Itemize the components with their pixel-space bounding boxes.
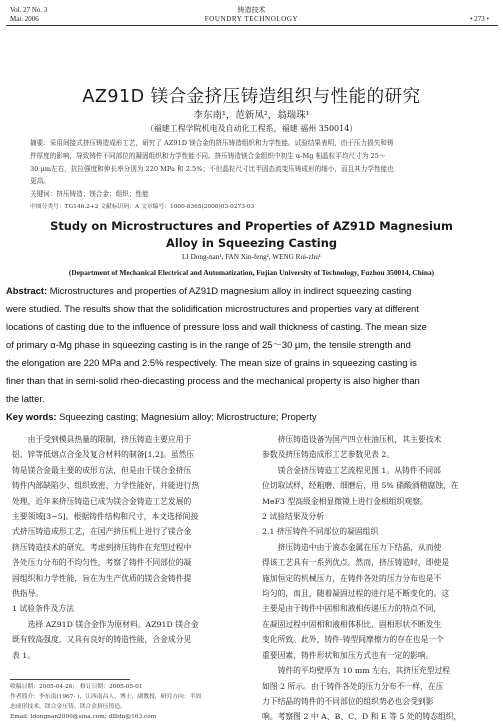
para-line: 由于受到模具热量的限制，挤压铸造主要应用于 <box>27 435 192 444</box>
para-line: 铸件内部缺陷少、组织致密、力学性能好，并能进行热 <box>12 481 200 491</box>
header-volume: Vol. 27 No. 3 <box>10 6 48 14</box>
abstract-cn-line: 30 μm左右，抗拉强度和伸长率分别为 220 MPa 和 2.5%；不但晶粒尺寸比半固态流变压铸成形的细小，而且其力学性能也 <box>30 164 394 173</box>
header-rule <box>6 25 498 26</box>
para-line: 位切取试样，经粗磨、细磨后，用 5% 硝酸酒精腐蚀，在 <box>262 481 459 491</box>
classification: 中图分类号：TG146.2+2 文献标识码：A 文章编号：1000-8365(2006)03-0273-03 <box>30 203 255 210</box>
header-date: Mar. 2006 <box>10 15 39 23</box>
title-cn: AZ91D 镁合金挤压铸造组织与性能的研究 <box>82 87 421 107</box>
para-line: MeF3 型高级金相显微镜上进行金相组织观察。 <box>262 496 428 506</box>
footnote-author: 作者简介：李东南(1967- )，江西南昌人，博士，副教授，研究方向：半固 <box>10 694 202 700</box>
para-line: 表 1。 <box>12 650 36 660</box>
abstract-cn-line: 件厚度的影响，导致铸件不同部位的凝固组织和力学性能不同。挤压铸造镁合金组织中初生 α-Mg 相晶粒平均尺寸为 25～ <box>30 151 386 160</box>
para-line: 选择 AZ91D 镁合金作为原材料。AZ91D 镁合金 <box>27 619 199 629</box>
section-heading-1: 1 试验条件及方法 <box>12 604 75 614</box>
para-line: 供指导。 <box>12 589 44 599</box>
para-line: 各处压力分布的不均匀性，考察了铸件不同部位的凝 <box>12 558 192 568</box>
para-line: 力下结晶的铸件的不同部位的组织势必也会受到影 <box>262 696 434 706</box>
abstract-en-line: the elongation are 220 MPa and 2.5% respectively. The mean size of grains in squeezing casting is <box>6 357 417 368</box>
abstract-cn <box>30 137 478 214</box>
abstract-en-label: Abstract: <box>6 285 48 296</box>
para-line: 施加恒定的机械压力，在铸件各处的压力分布也是不 <box>262 573 442 583</box>
para-line: 固组织和力学性能，旨在为生产优质的镁合金铸件提 <box>12 573 192 583</box>
body-left-column <box>12 432 242 663</box>
para-line: 重要因素，铸件形状和加压方式也有一定的影响。 <box>262 650 434 660</box>
para-line: 铸件的平均壁厚为 10 mm 左右，其挤压充型过程 <box>277 666 451 676</box>
para-line: 铸是镁合金最主要的成形方法，但是由于镁合金挤压 <box>12 465 192 475</box>
keywords-en-label: Key words: <box>6 411 57 422</box>
abstract-cn-line: 更高。 <box>30 177 50 186</box>
affiliation-cn: （福建工程学院机电及自动化工程系，福建 福州 350014） <box>145 124 358 133</box>
title-en-line-1: Study on Microstructures and Properties of AZ91D Magnesium <box>50 219 453 233</box>
abstract-en-line: were studied. The results show that the solidification microstructures and properties vary at different <box>6 303 419 314</box>
abstract-en-line-text: Microstructures and properties of AZ91D magnesium alloy in indirect squeezing casting <box>47 285 412 296</box>
header-page-number: • 273 • <box>470 15 489 23</box>
abstract-en-line: finer than that in semi-solid rheo-diecasting process and the mechanical property is also higher than <box>6 375 420 386</box>
title-en-line-2: Alloy in Squeezing Casting <box>166 236 337 250</box>
para-line: 响。考察图 2 中 A、B、C、D 和 E 等 5 处的铸态组织， <box>262 712 462 722</box>
para-line: 挤压铸造中由于液态金属在压力下结晶，从而使 <box>277 542 442 552</box>
para-line: 处理，近年来挤压铸造已成为镁合金铸造工艺发展的 <box>12 496 192 506</box>
body-right-column <box>262 432 494 725</box>
para-line: 镁合金挤压铸造工艺流程见图 1。从铸件不同部 <box>277 465 441 475</box>
footnote-received: 收稿日期：2005-04-26； 修订日期：2005-05-01 <box>10 684 143 690</box>
para-line: 挤压铸造技术的研究。考虑到挤压铸件在充型过程中 <box>12 542 192 552</box>
footnote-email: Email: ldongnan2000@sina.com; dllldn@163.com <box>10 714 157 720</box>
para-line: 铝、锌等低熔点合金及复合材料的制备[1,2]。虽然压 <box>12 450 195 460</box>
section-heading-2: 2 试验结果及分析 <box>262 512 325 522</box>
abstract-en-line <box>6 282 496 300</box>
para-line: 均匀的，而且，随着凝固过程的进行是不断变化的。这 <box>262 589 450 599</box>
para-line: 挤压铸造设备为国产四立柱油压机，其主要技术 <box>277 435 442 444</box>
para-line: 既有较高强度，又具有良好的铸造性能，合金成分见 <box>12 635 192 645</box>
keywords-cn: 关键词：挤压铸造；镁合金；组织；性能 <box>30 190 149 199</box>
keywords-en-text: Squeezing casting; Magnesium alloy; Microstructure; Property <box>56 411 317 422</box>
para-line: 变化所致。此外，铸件-铸型间摩擦力的存在也是一个 <box>262 635 444 645</box>
para-line: 得该工艺具有一系列优点。然而，挤压铸造时，即使是 <box>262 558 450 568</box>
para-line: 在凝固过程中固相和液相体积比、固相形状不断发生 <box>262 619 442 629</box>
para-line: 主要是由于铸件中固相和液相传递压力的特点不同， <box>262 604 442 614</box>
authors-cn: 李东南¹，范新凤²，翁瑞珠¹ <box>193 110 310 121</box>
header-journal-en: FOUNDRY TECHNOLOGY <box>204 15 299 23</box>
para-line: 式挤压铸造成形工艺，在国产挤压机上进行了镁合金 <box>12 527 192 537</box>
para-line: 主要领域[3~5]。根据铸件结构和尺寸，本文选择间接 <box>12 512 199 522</box>
para-line: 参数及挤压铸造成形工艺参数见表 2。 <box>262 450 395 460</box>
footnote-author-cont: 态成形技术，镁合金压铸、镁合金挤压铸造。 <box>10 704 126 710</box>
footnote-rule <box>10 679 130 680</box>
abstract-en-line: of primary α-Mg phase in squeezing casting is in the range of 25～30 μm, the tensile strength and <box>6 339 411 350</box>
footnote <box>10 682 245 722</box>
subsection-heading-2-1: 2.1 挤压铸件不同部位的凝固组织 <box>262 527 379 537</box>
abstract-cn-line: 摘要：采用间接式挤压铸造成形工艺，研究了 AZ91D 镁合金的挤压铸造组织和力学性能。试验结果表明，由于压力损失和铸 <box>30 139 394 147</box>
header-journal-cn: 铸造技术 <box>237 6 266 14</box>
abstract-en-line: locations of casting due to the influence of pressure loss and wall thickness of casting. The mean size <box>6 321 427 332</box>
affiliation-en: (Department of Mechanical Electrical and Automatization, Fujian University of Technology, Fuzhou 350014, China) <box>68 268 435 277</box>
authors-en: LI Dong-nan¹, FAN Xin-feng², WENG Rui-zhu¹ <box>182 253 321 261</box>
para-line: 如图 2 所示。由于铸件各处的压力分布不一样，在压 <box>262 681 444 691</box>
abstract-en-line: the latter. <box>6 393 45 404</box>
keywords-en <box>6 408 496 426</box>
abstract-en <box>6 282 496 426</box>
